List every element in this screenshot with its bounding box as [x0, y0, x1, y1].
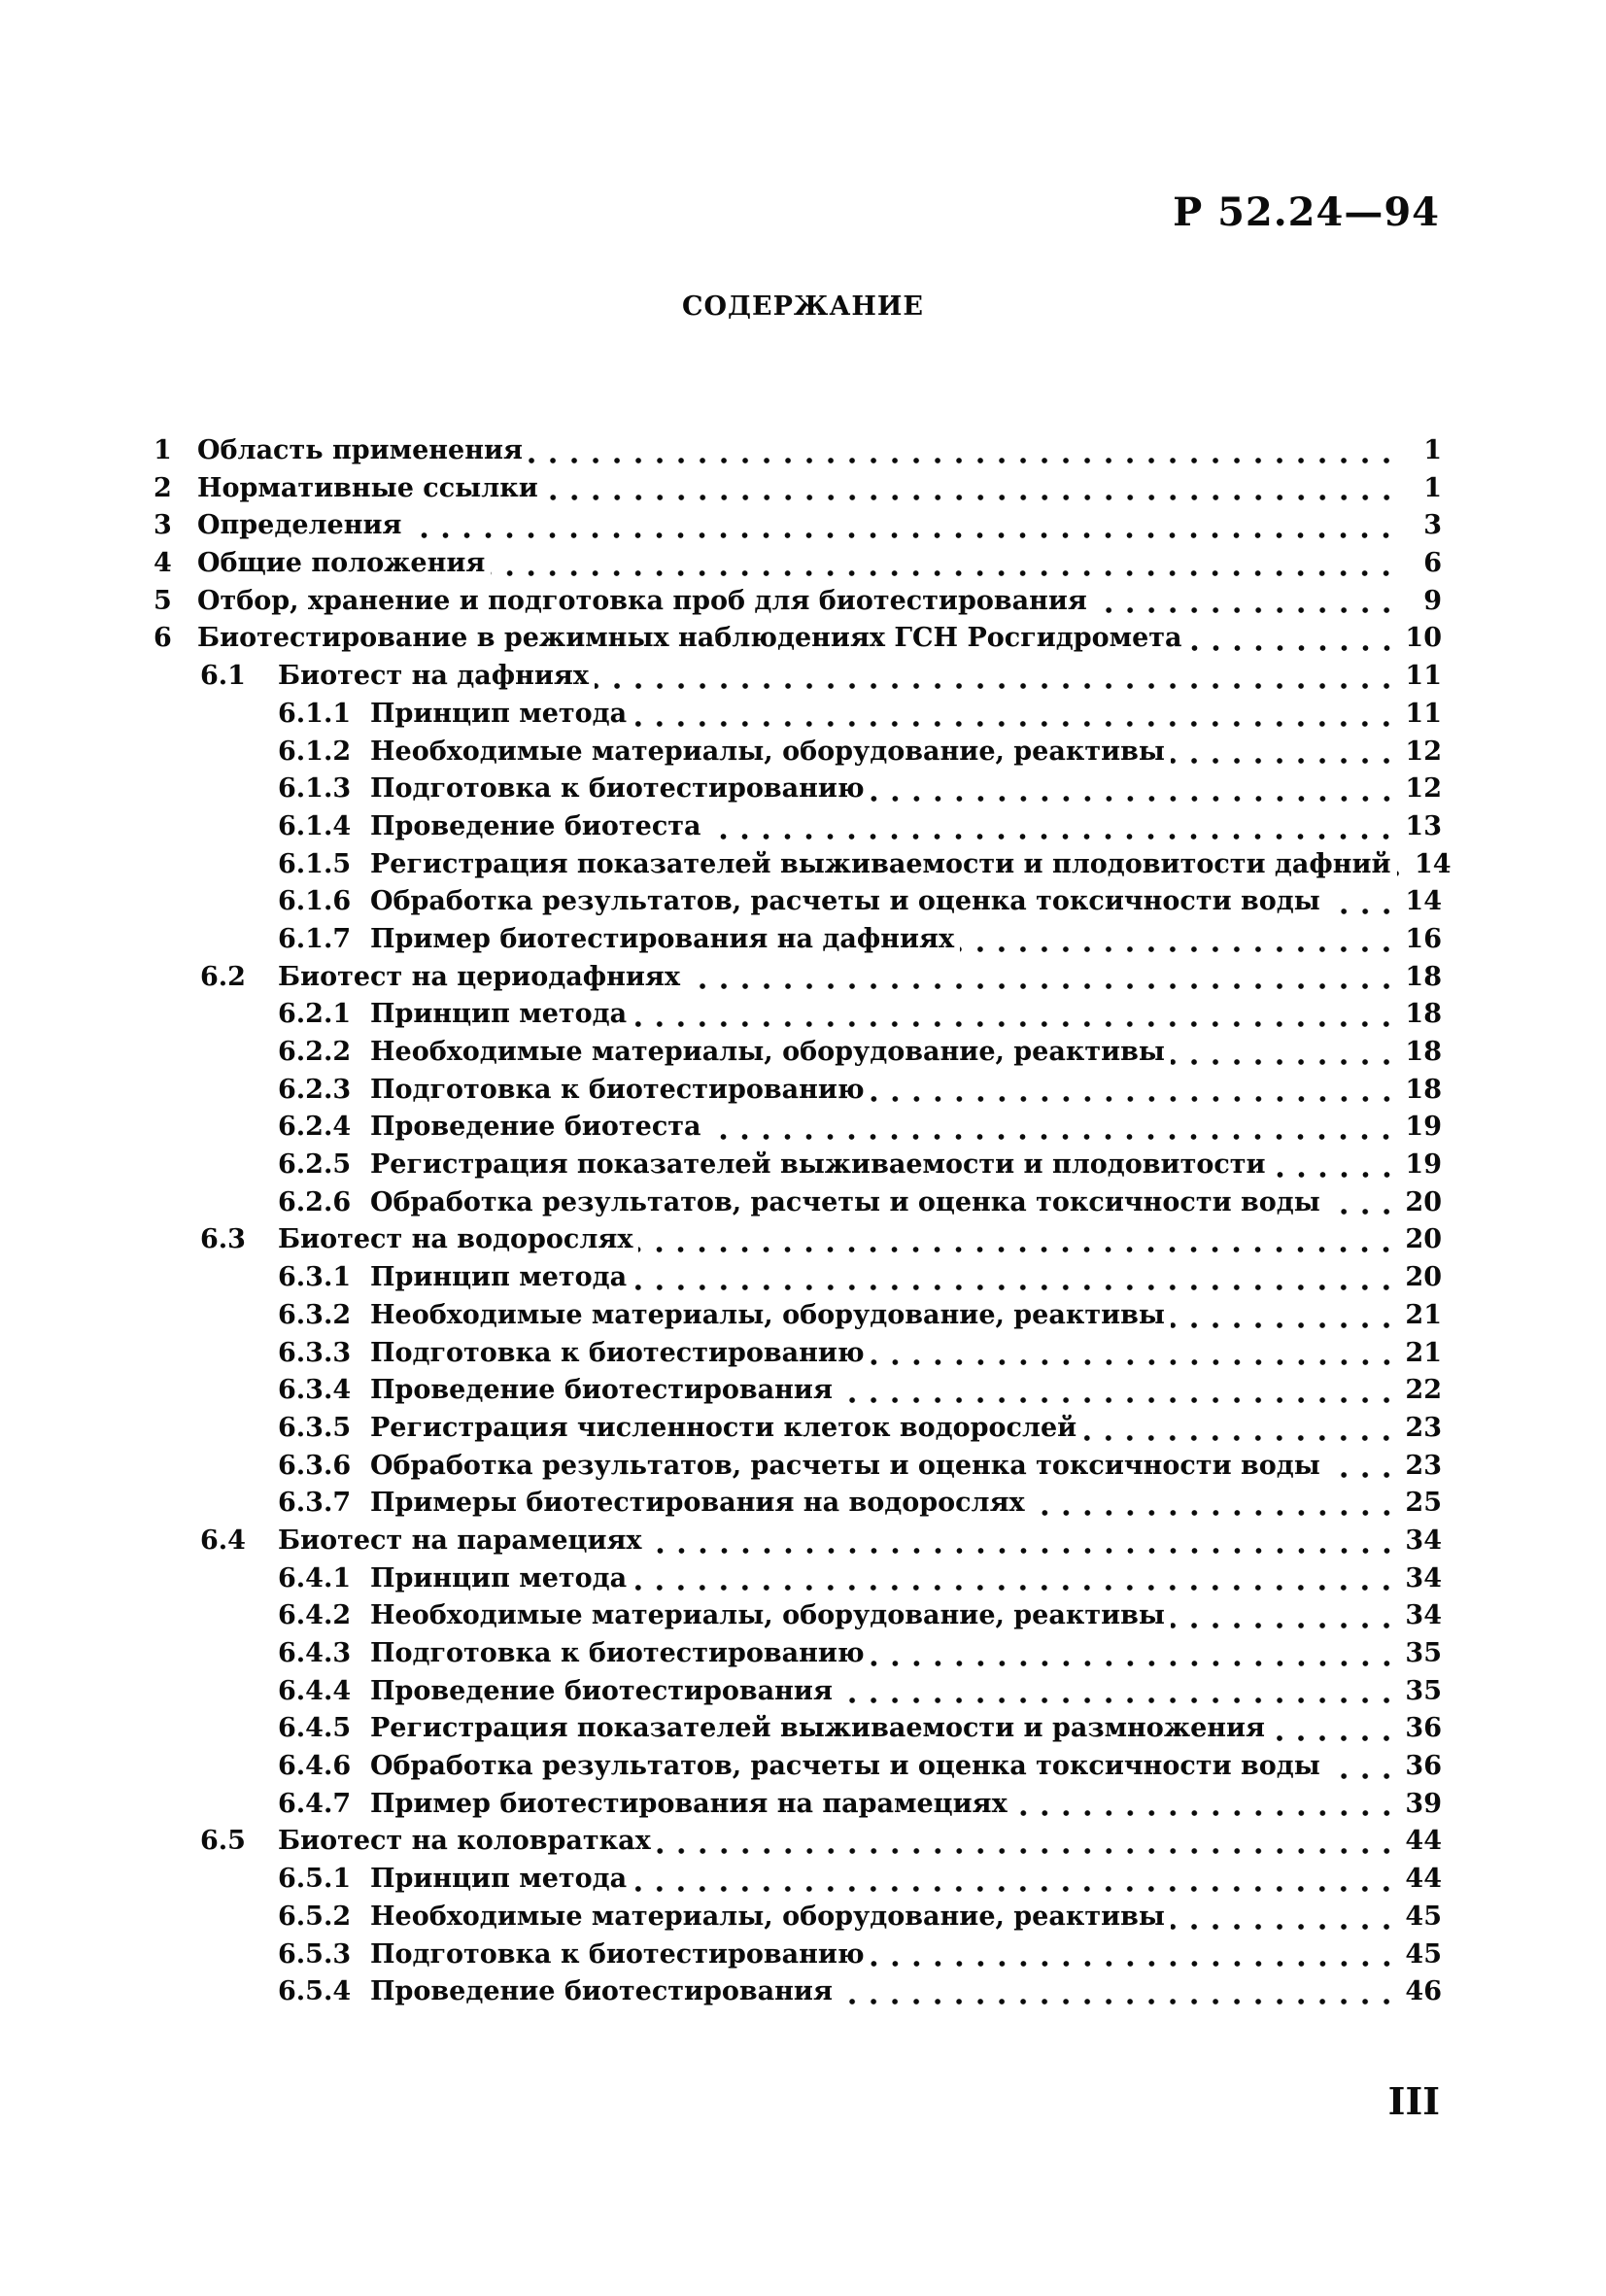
dot-leader [1093, 604, 1397, 616]
toc-entry-page: 45 [1405, 1938, 1442, 1970]
dot-leader [638, 1244, 1397, 1255]
toc-entry-title: Принцип метода [370, 999, 628, 1030]
toc-entry [154, 1976, 1442, 2014]
toc-entry-number: 6.2.4 [278, 1112, 352, 1143]
toc-entry-page: 21 [1405, 1337, 1442, 1368]
toc-entry-title: Отбор, хранение и подготовка проб для биотестирования [197, 585, 1087, 616]
table-of-contents [154, 435, 1452, 2014]
toc-entry [154, 811, 1442, 849]
toc-entry-number: 6.3.4 [278, 1375, 352, 1406]
toc-entry-page: 34 [1405, 1562, 1442, 1593]
toc-entry-page: 1 [1423, 472, 1442, 503]
toc-entry-number: 6 [154, 623, 172, 654]
dot-leader [595, 680, 1397, 692]
toc-entry [154, 1488, 1442, 1525]
dot-leader [960, 943, 1397, 955]
toc-entry-title: Подготовка к биотестированию [370, 1074, 865, 1105]
dot-leader [1271, 1732, 1397, 1744]
toc-entry-page: 25 [1405, 1488, 1442, 1519]
toc-entry-title: Обработка результатов, расчеты и оценка токсичности воды [370, 1751, 1320, 1782]
toc-entry-title: Нормативные ссылки [197, 472, 538, 503]
toc-entry [154, 1600, 1442, 1638]
toc-entry-page: 14 [1405, 886, 1442, 917]
toc-entry-title: Примеры биотестирования на водорослях [370, 1488, 1025, 1519]
dot-leader [1188, 642, 1397, 654]
toc-entry-number: 6.2.1 [278, 999, 352, 1030]
toc-entry-page: 18 [1405, 1074, 1442, 1105]
toc-entry [154, 699, 1442, 737]
dot-leader [1031, 1507, 1397, 1519]
toc-entry [154, 1187, 1442, 1225]
toc-entry [154, 1676, 1442, 1714]
toc-entry-page: 46 [1405, 1976, 1442, 2007]
toc-entry-number: 6.5.4 [278, 1976, 352, 2007]
toc-entry-page: 16 [1405, 923, 1442, 954]
toc-entry [154, 1300, 1442, 1338]
toc-entry-title: Регистрация показателей выживаемости и плодовитости дафний [370, 848, 1391, 879]
toc-entry-number: 6.1.3 [278, 773, 352, 805]
toc-entry-number: 3 [154, 510, 172, 541]
toc-entry [154, 1826, 1442, 1864]
dot-leader [838, 1394, 1397, 1406]
toc-entry-number: 6.4 [200, 1525, 246, 1556]
toc-entry [154, 661, 1442, 699]
toc-entry-number: 6.2.5 [278, 1149, 352, 1181]
toc-entry [154, 473, 1442, 511]
dot-leader [1326, 1770, 1397, 1782]
toc-entry-number: 6.4.3 [278, 1638, 352, 1668]
toc-entry [154, 1224, 1442, 1262]
toc-entry-page: 20 [1405, 1262, 1442, 1293]
toc-entry-number: 6.1.7 [278, 923, 352, 954]
toc-entry [154, 435, 1442, 473]
toc-entry [154, 1638, 1442, 1676]
dot-leader [871, 1093, 1397, 1105]
toc-entry-number: 6.4.6 [278, 1751, 352, 1782]
toc-entry [154, 1864, 1442, 1902]
toc-entry-number: 6.3.5 [278, 1412, 352, 1443]
toc-entry-number: 6.4.2 [278, 1600, 352, 1631]
toc-entry [154, 1112, 1442, 1149]
toc-entry-title: Необходимые материалы, оборудование, реактивы [370, 1901, 1165, 1932]
toc-entry-title: Проведение биотестирования [370, 1976, 833, 2007]
toc-entry-page: 18 [1405, 999, 1442, 1030]
toc-entry-page: 12 [1405, 773, 1442, 805]
dot-leader [1171, 1056, 1397, 1068]
toc-entry [154, 1338, 1442, 1376]
toc-entry-page: 3 [1423, 510, 1442, 541]
toc-entry-number: 6.2.2 [278, 1037, 352, 1067]
toc-entry [154, 1563, 1442, 1601]
toc-entry-number: 6.3 [200, 1224, 246, 1255]
toc-entry-title: Принцип метода [370, 1864, 628, 1895]
dot-leader [838, 1996, 1397, 2007]
toc-entry-title: Пример биотестирования на дафниях [370, 923, 955, 954]
toc-entry-title: Подготовка к биотестированию [370, 1638, 865, 1668]
toc-entry-number: 6.1 [200, 661, 246, 692]
toc-entry-title: Необходимые материалы, оборудование, реактивы [370, 1600, 1165, 1631]
toc-entry-number: 6.4.4 [278, 1675, 352, 1706]
toc-entry-page: 14 [1415, 848, 1452, 879]
toc-entry [154, 1413, 1442, 1451]
toc-entry [154, 1075, 1442, 1113]
toc-entry-page: 21 [1405, 1299, 1442, 1330]
toc-entry-title: Подготовка к биотестированию [370, 773, 865, 805]
toc-entry-page: 35 [1405, 1638, 1442, 1668]
toc-entry [154, 1149, 1442, 1187]
toc-entry-number: 6.1.4 [278, 810, 352, 841]
toc-entry [154, 886, 1442, 924]
dot-leader [632, 1018, 1397, 1030]
toc-entry-title: Пример биотестирования на парамециях [370, 1788, 1008, 1819]
toc-entry [154, 1751, 1442, 1789]
toc-entry-title: Биотест на водорослях [278, 1224, 633, 1255]
dot-leader [407, 530, 1397, 541]
toc-entry-title: Определения [197, 510, 402, 541]
toc-entry-number: 6.3.7 [278, 1488, 352, 1519]
toc-entry-title: Необходимые материалы, оборудование, реактивы [370, 1299, 1165, 1330]
dot-leader [1171, 1620, 1397, 1631]
toc-title: СОДЕРЖАНИЕ [682, 291, 924, 322]
toc-entry-title: Подготовка к биотестированию [370, 1337, 865, 1368]
dot-leader [544, 492, 1397, 503]
toc-entry-page: 44 [1405, 1826, 1442, 1857]
toc-entry-number: 6.2.6 [278, 1186, 352, 1217]
toc-entry-page: 12 [1405, 736, 1442, 767]
dot-leader [1171, 1921, 1397, 1933]
toc-entry-page: 36 [1405, 1751, 1442, 1782]
dot-leader [706, 1131, 1397, 1143]
page-number: III [1387, 2079, 1440, 2123]
toc-entry-number: 2 [154, 472, 172, 503]
toc-entry-page: 20 [1405, 1224, 1442, 1255]
toc-entry-number: 6.5 [200, 1826, 246, 1857]
toc-entry [154, 848, 1452, 887]
dot-leader [1171, 1319, 1397, 1331]
dot-leader [657, 1845, 1397, 1857]
toc-entry-number: 5 [154, 585, 172, 616]
toc-entry-title: Принцип метода [370, 698, 628, 729]
toc-entry-page: 1 [1423, 435, 1442, 465]
toc-entry-page: 9 [1423, 585, 1442, 616]
toc-entry [154, 623, 1442, 661]
toc-entry [154, 548, 1442, 586]
toc-entry-title: Необходимые материалы, оборудование, реактивы [370, 1037, 1165, 1067]
dot-leader [871, 1958, 1397, 1970]
toc-entry-page: 11 [1405, 661, 1442, 692]
toc-entry-number: 6.4.1 [278, 1562, 352, 1593]
toc-entry-page: 19 [1405, 1112, 1442, 1143]
toc-entry-number: 4 [154, 548, 172, 579]
toc-entry [154, 1902, 1442, 1939]
toc-entry-page: 39 [1405, 1788, 1442, 1819]
toc-entry-title: Биотест на парамециях [278, 1525, 642, 1556]
toc-entry-title: Обработка результатов, расчеты и оценка токсичности воды [370, 886, 1320, 917]
toc-entry-title: Принцип метода [370, 1562, 628, 1593]
toc-entry-number: 6.1.6 [278, 886, 352, 917]
toc-entry-page: 10 [1405, 623, 1442, 654]
toc-entry-page: 20 [1405, 1186, 1442, 1217]
document-code: Р 52.24—94 [1173, 189, 1440, 235]
toc-entry-page: 44 [1405, 1864, 1442, 1895]
toc-entry-title: Обработка результатов, расчеты и оценка токсичности воды [370, 1186, 1320, 1217]
dot-leader [1171, 755, 1397, 767]
toc-entry-number: 6.3.1 [278, 1262, 352, 1293]
toc-entry-number: 6.3.6 [278, 1450, 352, 1481]
dot-leader [686, 980, 1397, 992]
toc-entry-number: 6.3.2 [278, 1299, 352, 1330]
toc-entry-page: 11 [1405, 698, 1442, 729]
toc-entry-title: Биотест на дафниях [278, 661, 589, 692]
toc-entry-title: Биотест на цериодафниях [278, 961, 680, 992]
toc-entry-title: Регистрация показателей выживаемости и размножения [370, 1713, 1265, 1744]
toc-entry-title: Проведение биотестирования [370, 1675, 833, 1706]
toc-entry-title: Проведение биотеста [370, 810, 701, 841]
toc-entry [154, 773, 1442, 811]
toc-entry [154, 1037, 1442, 1075]
toc-entry-title: Регистрация численности клеток водорослей [370, 1412, 1077, 1443]
dot-leader [838, 1695, 1397, 1706]
toc-entry-title: Проведение биотеста [370, 1112, 701, 1143]
toc-entry-title: Регистрация показателей выживаемости и плодовитости [370, 1149, 1266, 1181]
dot-leader [1082, 1432, 1397, 1444]
toc-entry [154, 586, 1442, 624]
toc-entry-page: 6 [1423, 548, 1442, 579]
dot-leader [529, 455, 1397, 466]
toc-entry [154, 924, 1442, 962]
toc-entry-page: 19 [1405, 1149, 1442, 1181]
toc-entry [154, 1939, 1442, 1977]
toc-entry [154, 962, 1442, 1000]
toc-entry-number: 6.4.7 [278, 1788, 352, 1819]
toc-entry-page: 23 [1405, 1412, 1442, 1443]
dot-leader [871, 1356, 1397, 1368]
toc-entry-page: 34 [1405, 1600, 1442, 1631]
dot-leader [648, 1545, 1397, 1557]
dot-leader [1013, 1807, 1397, 1819]
dot-leader [1326, 906, 1397, 917]
dot-leader [632, 1582, 1397, 1593]
toc-entry-title: Подготовка к биотестированию [370, 1938, 865, 1970]
toc-entry-number: 6.4.5 [278, 1713, 352, 1744]
toc-entry-number: 6.1.2 [278, 736, 352, 767]
toc-entry-title: Необходимые материалы, оборудование, реактивы [370, 736, 1165, 767]
toc-entry [154, 737, 1442, 774]
dot-leader [871, 1658, 1397, 1669]
dot-leader [632, 1883, 1397, 1895]
toc-entry-page: 36 [1405, 1713, 1442, 1744]
toc-entry-number: 6.2 [200, 961, 246, 992]
toc-entry [154, 1789, 1442, 1827]
toc-entry-title: Принцип метода [370, 1262, 628, 1293]
dot-leader [632, 1282, 1397, 1293]
toc-entry [154, 510, 1442, 548]
toc-entry-number: 6.3.3 [278, 1337, 352, 1368]
toc-entry-number: 6.1.1 [278, 698, 352, 729]
toc-entry-title: Область применения [197, 435, 523, 465]
toc-entry-number: 6.2.3 [278, 1074, 352, 1105]
toc-entry-page: 18 [1405, 961, 1442, 992]
dot-leader [632, 718, 1397, 730]
toc-entry-page: 18 [1405, 1037, 1442, 1067]
toc-entry-page: 35 [1405, 1675, 1442, 1706]
dot-leader [1326, 1206, 1397, 1217]
dot-leader [491, 567, 1397, 579]
toc-entry-number: 6.5.1 [278, 1864, 352, 1895]
dot-leader [871, 793, 1397, 805]
dot-leader [1272, 1169, 1397, 1181]
toc-entry-number: 6.5.2 [278, 1901, 352, 1932]
toc-entry-number: 1 [154, 435, 172, 465]
toc-entry [154, 1713, 1442, 1751]
toc-entry [154, 1375, 1442, 1413]
toc-entry-title: Обработка результатов, расчеты и оценка токсичности воды [370, 1450, 1320, 1481]
dot-leader [706, 831, 1397, 842]
toc-entry [154, 1262, 1442, 1300]
toc-entry-page: 34 [1405, 1525, 1442, 1556]
toc-entry-number: 6.1.5 [278, 848, 352, 879]
dot-leader [1326, 1469, 1397, 1481]
toc-entry [154, 1451, 1442, 1489]
toc-entry [154, 1525, 1442, 1563]
toc-entry-page: 23 [1405, 1450, 1442, 1481]
toc-entry-title: Проведение биотестирования [370, 1375, 833, 1406]
toc-entry-title: Общие положения [197, 548, 486, 579]
toc-entry-page: 22 [1405, 1375, 1442, 1406]
toc-entry [154, 999, 1442, 1037]
toc-entry-title: Биотестирование в режимных наблюдениях ГСН Росгидромета [197, 623, 1182, 654]
dot-leader [1397, 868, 1407, 879]
toc-entry-page: 45 [1405, 1901, 1442, 1932]
toc-entry-page: 13 [1405, 810, 1442, 841]
toc-entry-title: Биотест на коловратках [278, 1826, 651, 1857]
toc-entry-number: 6.5.3 [278, 1938, 352, 1970]
